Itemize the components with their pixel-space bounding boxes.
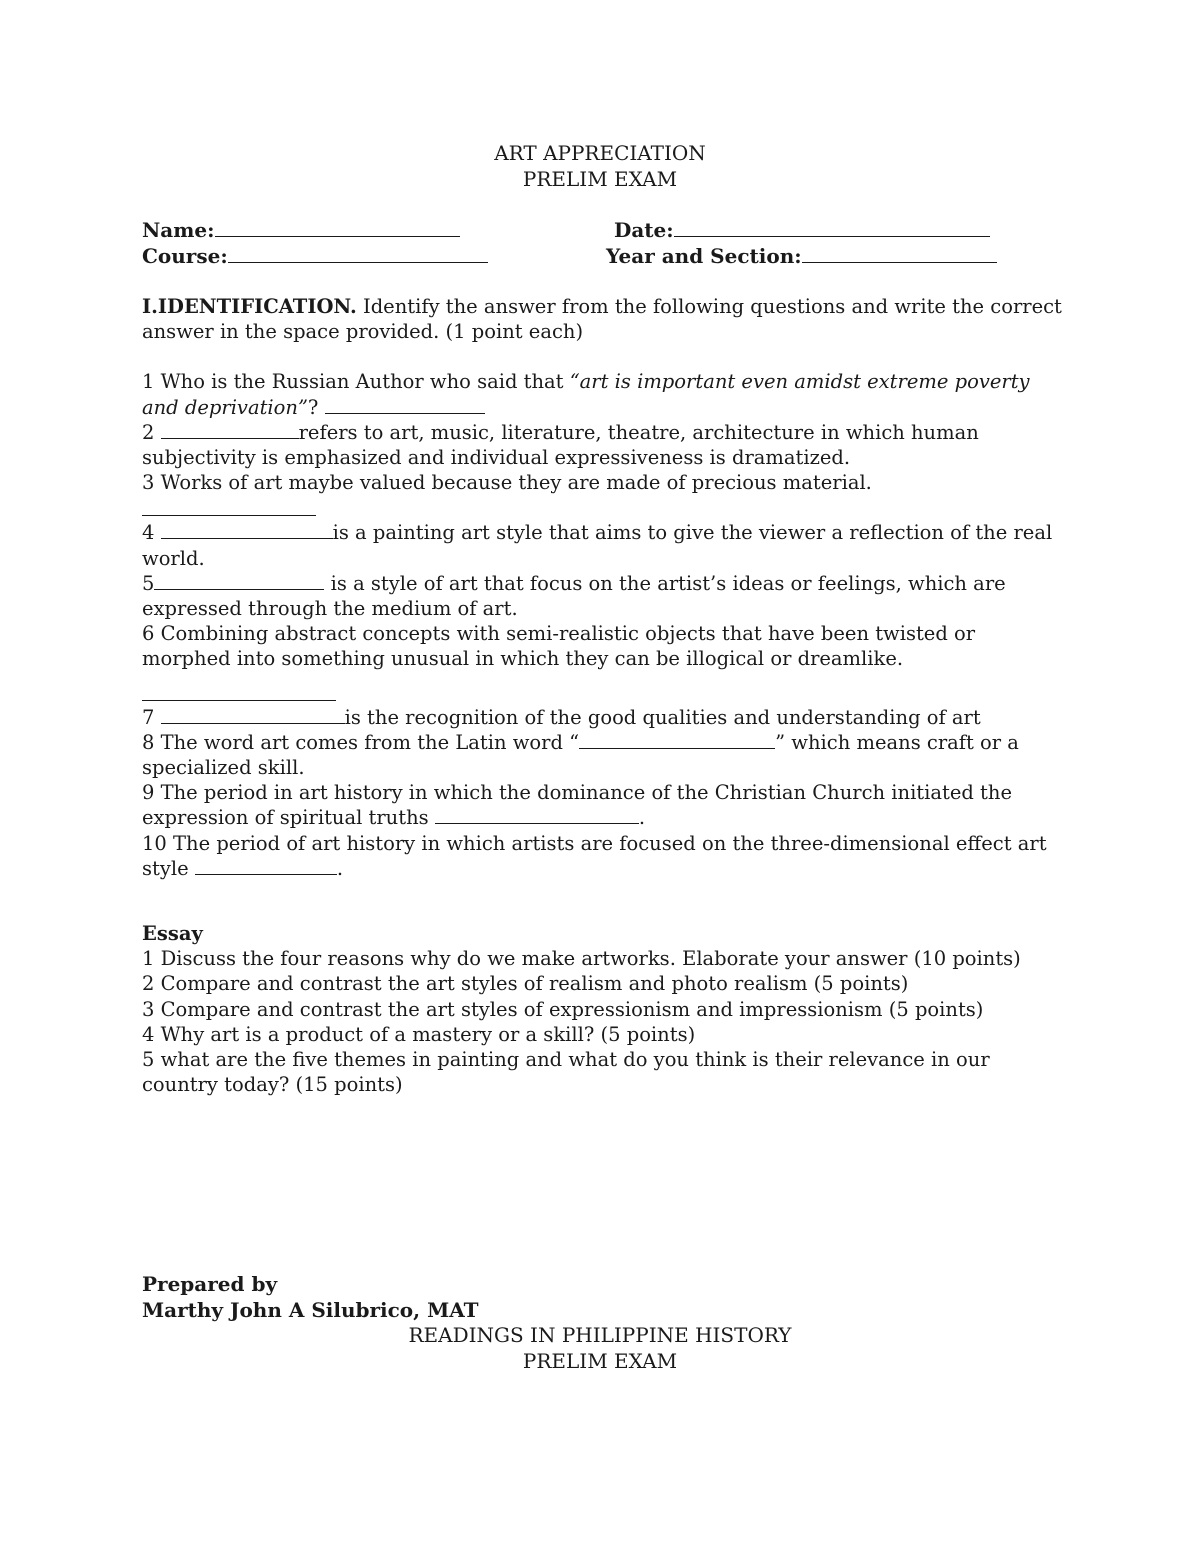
question-4: 4 is a painting art style that aims to give the viewer a reflection of the real world.	[142, 521, 1053, 570]
answer-blank-9[interactable]	[435, 805, 639, 824]
essay-item-4: 4 Why art is a product of a mastery or a skill? (5 points)	[142, 1022, 696, 1046]
essay-heading: Essay	[142, 922, 203, 945]
essay-item-5: 5 what are the five themes in painting and what do you think is their relevance in our country today? (15 points)	[142, 1048, 990, 1097]
course-blank[interactable]	[228, 244, 488, 263]
answer-blank-2[interactable]	[161, 420, 299, 439]
date-label: Date:	[614, 218, 674, 242]
year-section-field	[606, 244, 997, 268]
answer-blank-6[interactable]	[142, 680, 336, 701]
identification-intro	[142, 294, 1062, 344]
question-8: 8 The word art comes from the Latin word “ ” which means craft or a specialized skill.	[142, 730, 1019, 780]
question-6: 6 Combining abstract concepts with semi-realistic objects that have been twisted or morphed into something unusual in which they can be illogical or dreamlike.	[142, 622, 976, 671]
question-1-quote: “art is important even amidst extreme poverty and deprivation”	[142, 370, 1030, 419]
date-field	[614, 218, 990, 242]
answer-blank-8[interactable]	[579, 730, 775, 749]
answer-blank-5[interactable]	[154, 571, 324, 590]
essay-item-1: 1 Discuss the four reasons why do we make artworks. Elaborate your answer (10 points)	[142, 947, 1021, 971]
question-5: 5 is a style of art that focus on the artist’s ideas or feelings, which are expressed through the medium of art.	[142, 571, 1006, 621]
name-field	[142, 218, 460, 242]
next-exam-title: READINGS IN PHILIPPINE HISTORY	[408, 1323, 792, 1347]
question-3: 3 Works of art maybe valued because they are made of precious material.	[142, 471, 872, 495]
name-label: Name:	[142, 218, 215, 242]
identification-heading: I.IDENTIFICATION.	[142, 295, 357, 318]
question-2: 2 refers to art, music, literature, theatre, architecture in which human subjectivity is emphasized and individual expressiveness is dramatized.	[142, 420, 979, 470]
essay-item-2: 2 Compare and contrast the art styles of realism and photo realism (5 points)	[142, 972, 909, 996]
author-name: Marthy John A Silubrico, MAT	[142, 1298, 479, 1322]
name-blank[interactable]	[215, 218, 460, 237]
question-10: 10 The period of art history in which artists are focused on the three-dimensional effect art style .	[142, 831, 1047, 880]
essay-section	[142, 921, 1062, 1097]
year-section-label: Year and Section:	[606, 244, 802, 268]
date-blank[interactable]	[674, 218, 990, 237]
answer-blank-10[interactable]	[195, 856, 337, 875]
question-9: 9 The period in art history in which the dominance of the Christian Church initiated the expression of spiritual truths .	[142, 781, 1012, 830]
next-exam-subtitle: PRELIM EXAM	[522, 1349, 678, 1373]
answer-blank-7[interactable]	[161, 705, 345, 724]
course-label: Course:	[142, 244, 228, 268]
answer-blank-1[interactable]	[325, 395, 485, 414]
question-7: 7 is the recognition of the good qualities and understanding of art	[142, 705, 981, 729]
exam-title: ART APPRECIATION	[494, 141, 706, 165]
answer-blank-3[interactable]	[142, 495, 316, 516]
essay-item-3: 3 Compare and contrast the art styles of expressionism and impressionism (5 points)	[142, 997, 984, 1021]
year-section-blank[interactable]	[802, 244, 997, 263]
identification-instructions: Identify the answer from the following questions and write the correct answer in the space provided. (1 point each)	[142, 295, 1062, 344]
question-1: 1 Who is the Russian Author who said that “art is important even amidst extreme poverty and deprivation”?	[142, 370, 1030, 419]
answer-blank-4[interactable]	[161, 520, 333, 539]
prepared-by: Prepared by	[142, 1272, 278, 1296]
course-field	[142, 244, 488, 268]
identification-section	[142, 294, 1062, 881]
exam-subtitle: PRELIM EXAM	[522, 167, 678, 191]
